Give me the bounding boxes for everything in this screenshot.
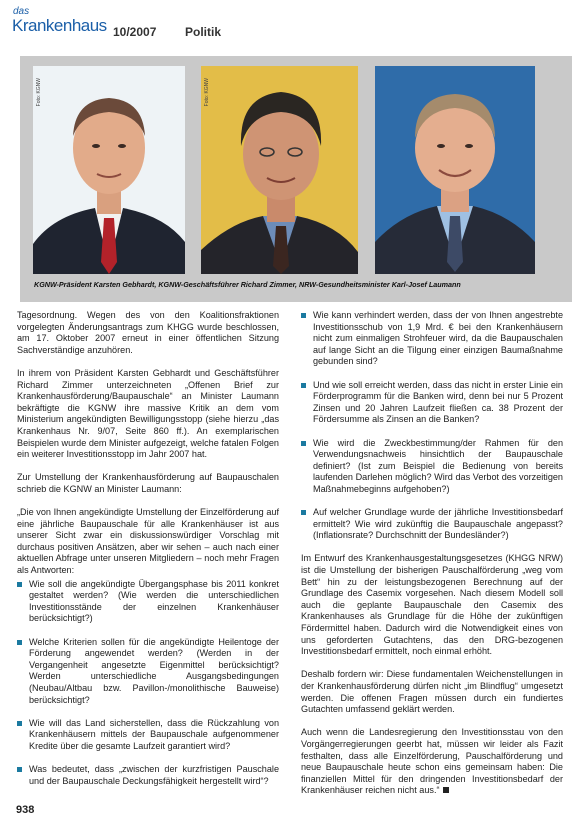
portrait-zimmer-image (201, 66, 358, 274)
logo-line-1: das (13, 6, 30, 17)
photo-caption: KGNW-Präsident Karsten Gebhardt, KGNW-Geschäftsführer Richard Zimmer, NRW-Gesundheitsminister Karl-Josef Laumann (34, 280, 461, 289)
paragraph: In ihrem von Präsident Karsten Gebhardt und Geschäftsführer Richard Zimmer unterzeichneten „Offenen Brief zur Krankenhausförderung/Baupauschale“ an Minister Laumann bekräftigte die KGNW ihre massive Kritik an dem vom Ministerium angekündigten Bewilligungsstopp (siehe hierzu „das Krankenhaus Nr. 9/07, Seite 860 ff.). An exemplarischen Beispielen wurde dem Minister aufgezeigt, welche fatalen Folgen ein weiterer Investitionsstopp im Jahr 2007 hat. (17, 367, 279, 460)
bullet-text: Und wie soll erreicht werden, dass das nicht in erster Linie ein Förderprogramm für die Banken wird, denn bei nur 5 Prozent Zinsen und 20 Jahren Laufzeit fließen ca. 38 Prozent der Fördersumme als Zinsen an die Banken? (313, 379, 563, 425)
article-end-marker (443, 787, 449, 793)
photo-credit: Foto: KGNW (204, 78, 210, 107)
photo-strip (20, 56, 572, 302)
bullet-marker (17, 640, 22, 645)
question-bullet (301, 310, 563, 368)
portrait-laumann (375, 66, 535, 274)
left-column (17, 310, 279, 799)
closing-paragraph (301, 727, 563, 797)
question-bullet (17, 718, 279, 753)
paragraph: Deshalb fordern wir: Diese fundamentalen Weichenstellungen in der Krankenhausförderung dürfen nicht „im Blindflug“ umgesetzt werden. Die offenen Fragen müssen durch ein fundiertes Gutachten umfassend geklärt werden. (301, 669, 563, 715)
closing-text: Auch wenn die Landesregierung den Investitionsstau von den Vorgängerregierungen geerbt hat, müssen wir leider als Fazit festhalten, dass alle Einzelförderung, Pauschalförderung und neue Baupauschale heute schon eins gemeinsam haben: Die finanziellen Mittel für den dringenden Investitionsbedarf der Krankenhäuser reichen nicht aus.“ (301, 727, 563, 796)
page-header (12, 4, 568, 44)
bullet-text: Wie will das Land sicherstellen, dass die Rückzahlung von Krankenhäusern mittels der Baupauschale aufgenommener Kredite über die gesamte Laufzeit garantiert wird? (29, 717, 279, 751)
magazine-logo (12, 6, 108, 40)
right-column (301, 310, 563, 809)
bullet-marker (301, 441, 306, 446)
bullet-text: Wie wird die Zweckbestimmung/der Rahmen für den Verwendungsnachweis hinsichtlich der Baupauschale definiert? (Ist zum Beispiel die Bedienung von bereits laufenden Darlehen möglich? Wird das Verbot des vorzeitigen Maßnahmebeginns aufgehoben?) (313, 437, 563, 494)
question-bullet (17, 579, 279, 625)
bullet-marker (17, 721, 22, 726)
bullet-text: Wie soll die angekündigte Übergangsphase bis 2011 konkret gestaltet werden? (Wie werden die unterschiedlichen Investitionsstände der einzelnen Krankenhäuser berücksichtigt?) (29, 578, 279, 624)
quote-intro: „Die von Ihnen angekündigte Umstellung der Einzelförderung auf eine jährliche Baupauschale für alle Krankenhäuser ist aus unserer Sicht zwar ein diskussionswürdiger Vorschlag mit durchaus positiven Ansätzen, aber wir sehen – auch nach einer aktuellen Abfrage unter unseren Mitgliedern – noch mehr Fragen als Antworten: (17, 507, 279, 576)
bullet-marker (301, 383, 306, 388)
bullet-text: Auf welcher Grundlage wurde der jährliche Investitionsbedarf ermittelt? Wie wird zukünftig die Baupauschale angepasst? (Inflationsrate? Durchschnitt der Bundesländer?) (313, 507, 563, 541)
paragraph: Zur Umstellung der Krankenhausförderung auf Baupauschalen schrieb die KGNW an Minister Laumann: (17, 472, 279, 494)
question-bullet (17, 764, 279, 787)
logo-line-2: Krankenhaus (12, 16, 107, 35)
bullet-marker (17, 767, 22, 772)
paragraph: Im Entwurf des Krankenhausgestaltungsgesetzes (KHGG NRW) ist die Umstellung der bisherigen Pauschalförderung „weg vom Bett“ hin zu der leistungsbezogenen Berechnung auf der Grundlage des Casemix vorgesehen. Nach diesem Modell soll auch die geplante Baupauschale den Casemix des Krankenhauses als Grundlage für die Höhe der zukünftigen Fördermittel haben. Dadurch wird die Notwendigkeit eines von uns geforderten Gutachtens, das den DRG-bezogenen Investitionsbedarf ermittelt, noch einmal erhöht. (301, 553, 563, 657)
question-bullet (301, 380, 563, 426)
bullet-marker (301, 313, 306, 318)
bullet-text: Wie kann verhindert werden, dass der von Ihnen angestrebte Investitionsschub von 1,9 Mrd. € bei den Krankenhäusern nicht zum einmaligen Strohfeuer wird, da die Baupauschalen auf lange Sicht an die Tilgung einer einzigen Baumaßnahme gebunden sind? (313, 310, 563, 367)
portrait-gebhardt (33, 66, 185, 274)
portrait-laumann-image (375, 66, 535, 274)
bullet-text: Welche Kriterien sollen für die angekündigte Heilentoge der Förderung angewendet werden? (Werden in der Vergangenheit angesetzte Eigenmittel berücksichtigt? Werden unterschiedliche Ausgangsbedingungen (Neubau/Altbau bzw. Pavillon-/monolithische Bauweise) berücksichtigt? (29, 636, 279, 705)
question-bullet (301, 507, 563, 542)
section-title: Politik (185, 25, 222, 39)
paragraph: Tagesordnung. Wegen des von den Koalitionsfraktionen vorgelegten Änderungsantrags zum KHGG wurde beschlossen, am 17. Oktober 2007 erneut in einer öffentlichen Sitzung Sachverständige anzuhören. (17, 310, 279, 355)
portrait-gebhardt-image (33, 66, 185, 274)
photo-credit: Foto: KGNW (36, 78, 42, 107)
bullet-marker (301, 510, 306, 515)
bullet-text: Was bedeutet, dass „zwischen der kurzfristigen Pauschale und der Baupauschale Deckungsfähigkeit hergestellt wird“? (29, 764, 279, 786)
portrait-zimmer (201, 66, 358, 274)
page-number: 938 (16, 804, 35, 816)
issue-number: 10/2007 (113, 25, 157, 39)
bullet-marker (17, 582, 22, 587)
question-bullet (17, 637, 279, 707)
question-bullet (301, 438, 563, 496)
